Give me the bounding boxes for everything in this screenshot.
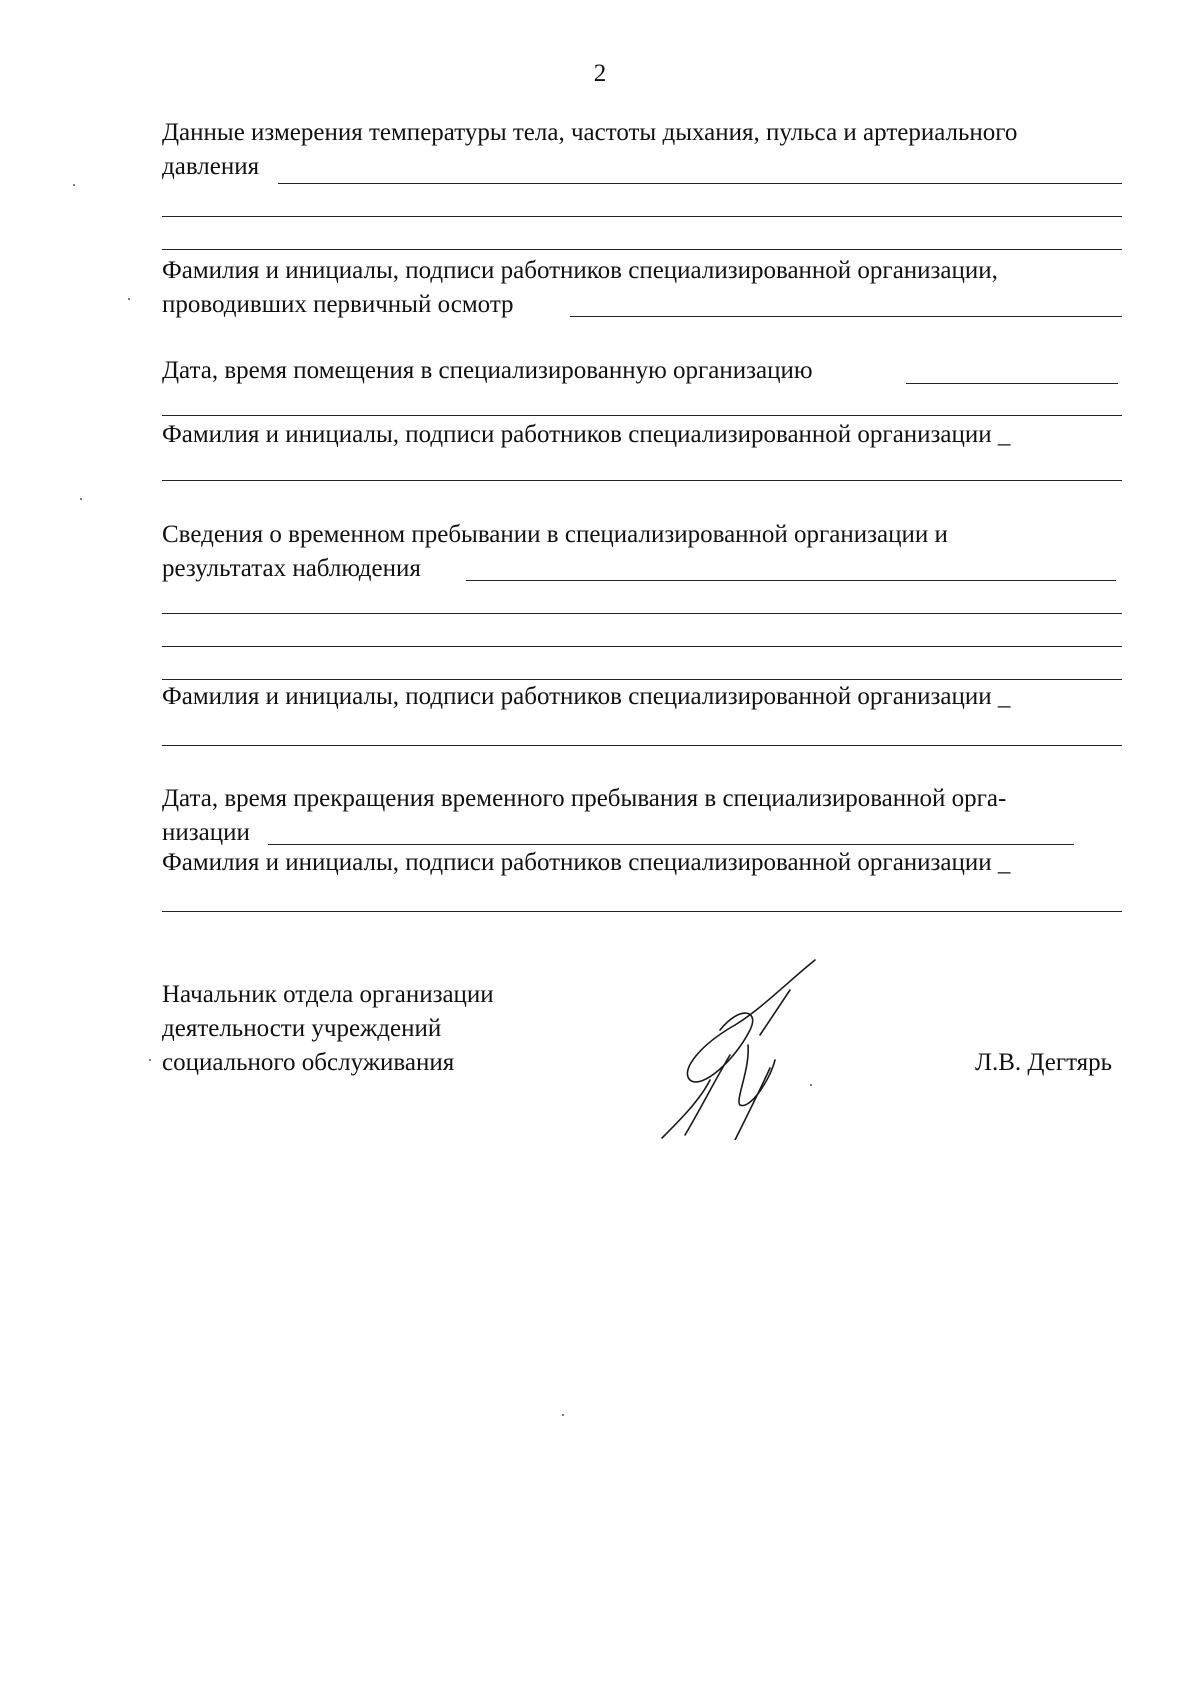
admission-datetime-label: Дата, время помещения в специализированную организацию [162,357,813,384]
stay-info-fill-line [162,646,1122,647]
stay-info-label-line2: результатах наблюдения [162,555,421,582]
scan-speck [149,1059,151,1061]
discharge-label-line1: Дата, время прекращения временного пребывания в специализированной орга- [162,785,1007,812]
handwritten-signature [640,950,830,1140]
stay-staff-label: Фамилия и инициалы, подписи работников специализированной организации _ [162,683,1011,710]
admission-datetime-fill-line [906,383,1118,384]
admission-staff-fill-line [162,480,1122,481]
discharge-label-line2: низации [162,819,250,846]
stay-staff-fill-line [162,745,1122,746]
vitals-label-line1: Данные измерения температуры тела, частоты дыхания, пульса и артериального [162,119,1018,146]
stay-info-fill-line [162,679,1122,680]
discharge-fill-line [268,844,1074,845]
discharge-staff-fill-line [162,911,1122,912]
admission-fill-line [162,415,1122,416]
page-number: 2 [593,60,607,87]
stay-info-label-line1: Сведения о временном пребывании в специализированной организации и [162,521,948,548]
discharge-staff-label: Фамилия и инициалы, подписи работников специализированной организации _ [162,849,1011,876]
scan-speck [80,498,82,500]
scan-speck [562,1414,564,1416]
signer-name: Л.В. Дегтярь [975,1049,1113,1076]
vitals-fill-line [278,183,1122,184]
position-title-line1: Начальник отдела организации [162,981,494,1008]
exam-staff-label-line1: Фамилия и инициалы, подписи работников специализированной организации, [162,257,998,284]
vitals-fill-line [162,249,1122,250]
stay-info-fill-line [466,580,1116,581]
vitals-label-line2: давления [162,153,260,180]
stay-info-fill-line [162,613,1122,614]
exam-staff-label-line2: проводивших первичный осмотр [162,291,514,318]
admission-staff-label: Фамилия и инициалы, подписи работников специализированной организации _ [162,421,1011,448]
scan-speck [810,1084,812,1086]
position-title-line2: деятельности учреждений [162,1015,442,1042]
scan-speck [73,184,75,186]
exam-staff-fill-line [570,316,1122,317]
position-title-line3: социального обслуживания [162,1049,455,1076]
vitals-fill-line [162,216,1122,217]
scan-speck [128,298,130,300]
